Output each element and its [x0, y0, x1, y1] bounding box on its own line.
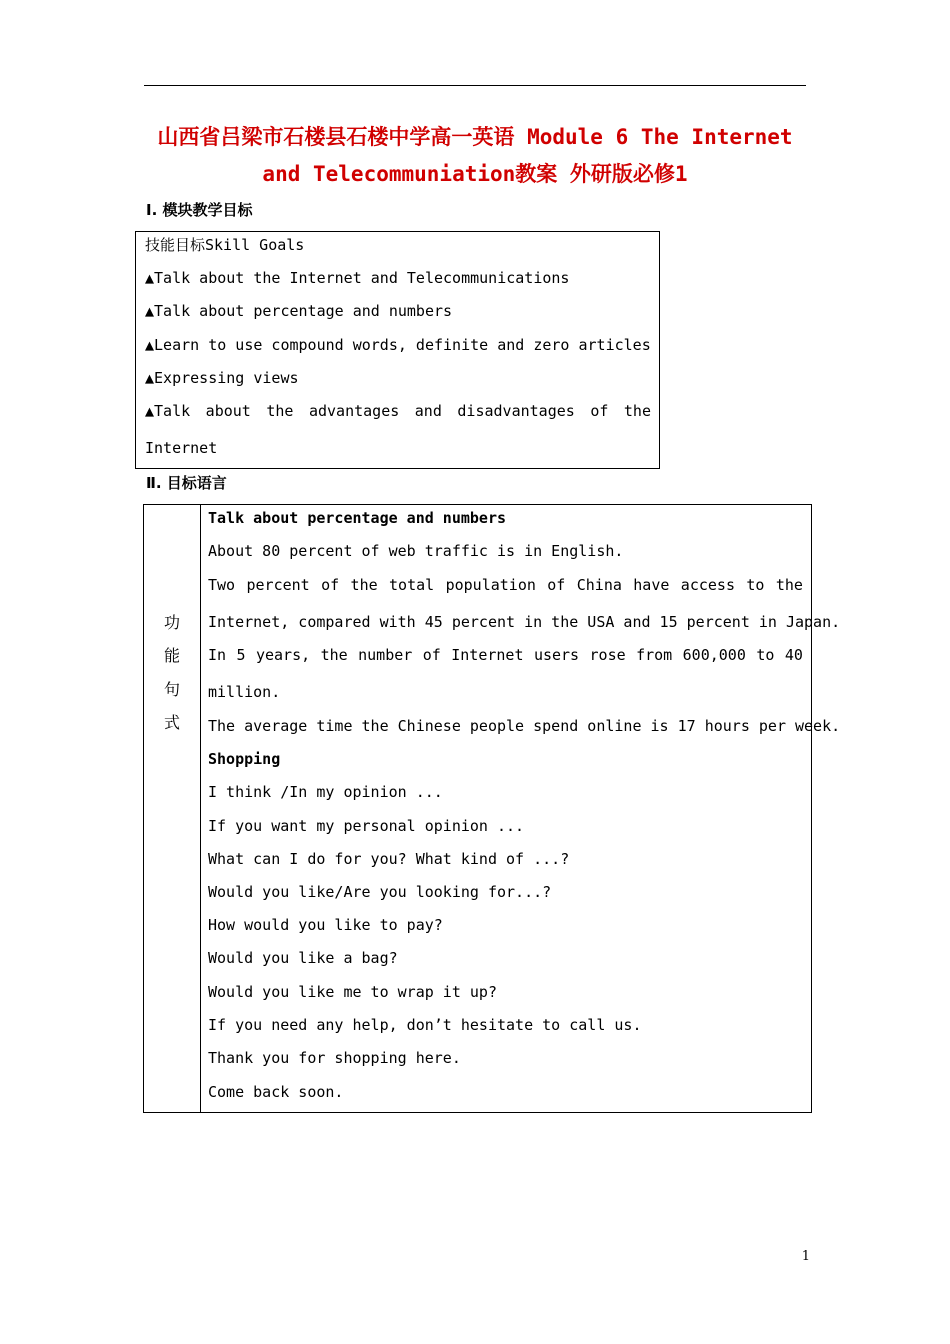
document-title-line-1: 山西省吕梁市石楼县石楼中学高一英语 Module 6 The Internet: [157, 125, 793, 149]
phrase: If you want my personal opinion ...: [208, 817, 525, 835]
page-number: 1: [801, 1249, 810, 1264]
word: of: [321, 576, 340, 594]
goal-item: ▲Talk about the Internet and Telecommunications: [145, 269, 570, 287]
phrase: If you need any help, don’t hesitate to call us.: [208, 1016, 642, 1034]
phrase: Come back soon.: [208, 1083, 344, 1101]
sentence-continuation: million.: [208, 683, 281, 701]
skill-goals-box: [135, 231, 660, 469]
word: to: [746, 576, 765, 594]
sentence: The average time the Chinese people spend online is 17 hours per week.: [208, 717, 841, 735]
sentence-justified: [208, 575, 803, 595]
label-char: 能: [163, 646, 180, 665]
word: about: [205, 402, 251, 420]
word: number: [358, 646, 413, 664]
goal-item-justified: [145, 401, 651, 421]
word: to: [756, 646, 775, 664]
word: population: [445, 576, 536, 594]
subheading-shopping: Shopping: [208, 750, 281, 768]
goal-item: ▲Expressing views: [145, 369, 299, 387]
skill-goals-title: 技能目标Skill Goals: [145, 236, 305, 254]
word: ▲Talk: [145, 402, 191, 420]
word: from: [636, 646, 673, 664]
word: access: [680, 576, 735, 594]
target-language-table: [143, 504, 841, 1113]
word: Internet: [451, 646, 524, 664]
label-char: 功: [163, 613, 180, 632]
document-title-line-2: and Telecommuniation教案 外研版必修1: [262, 162, 688, 186]
word: the: [320, 646, 348, 664]
phrase: Would you like/Are you looking for...?: [208, 883, 552, 901]
word: have: [633, 576, 670, 594]
sentence-continuation: Internet, compared with 45 percent in the USA and 15 percent in Japan.: [208, 613, 841, 631]
phrase: What can I do for you? What kind of ...?: [208, 850, 570, 868]
header-rule: [144, 85, 806, 86]
phrase: How would you like to pay?: [208, 916, 443, 934]
word: years,: [255, 646, 311, 664]
section-2-heading: Ⅱ. 目标语言: [146, 474, 227, 492]
word: advantages: [308, 402, 400, 420]
goal-item: ▲Talk about percentage and numbers: [145, 302, 453, 320]
subheading-percentage: Talk about percentage and numbers: [208, 509, 507, 527]
word: the: [775, 576, 803, 594]
sentence: About 80 percent of web traffic is in English.: [208, 542, 624, 560]
word: the: [350, 576, 378, 594]
goal-item: ▲Learn to use compound words, definite and zero articles: [145, 336, 651, 354]
word: 5: [236, 646, 246, 664]
section-1-heading: Ⅰ. 模块教学目标: [146, 201, 253, 219]
word: disadvantages: [457, 402, 575, 420]
word: rose: [589, 646, 626, 664]
word: of: [422, 646, 441, 664]
goal-item-continuation: Internet: [145, 439, 218, 457]
word: In: [208, 646, 227, 664]
word: 40: [784, 646, 803, 664]
phrase: Would you like a bag?: [208, 949, 398, 967]
word: the: [266, 402, 294, 420]
word: of: [590, 402, 609, 420]
phrase: I think /In my opinion ...: [208, 783, 443, 801]
word: of: [547, 576, 566, 594]
word: the: [623, 402, 651, 420]
word: and: [414, 402, 442, 420]
phrase: Thank you for shopping here.: [208, 1049, 461, 1067]
word: China: [576, 576, 622, 594]
label-char: 句: [163, 680, 180, 699]
word: Two: [208, 576, 236, 594]
word: 600,000: [682, 646, 746, 664]
word: percent: [246, 576, 310, 594]
word: total: [389, 576, 435, 594]
column-divider: [200, 505, 201, 1112]
sentence-justified: [208, 645, 803, 665]
label-char: 式: [163, 713, 180, 732]
phrase: Would you like me to wrap it up?: [208, 983, 497, 1001]
word: users: [533, 646, 580, 664]
